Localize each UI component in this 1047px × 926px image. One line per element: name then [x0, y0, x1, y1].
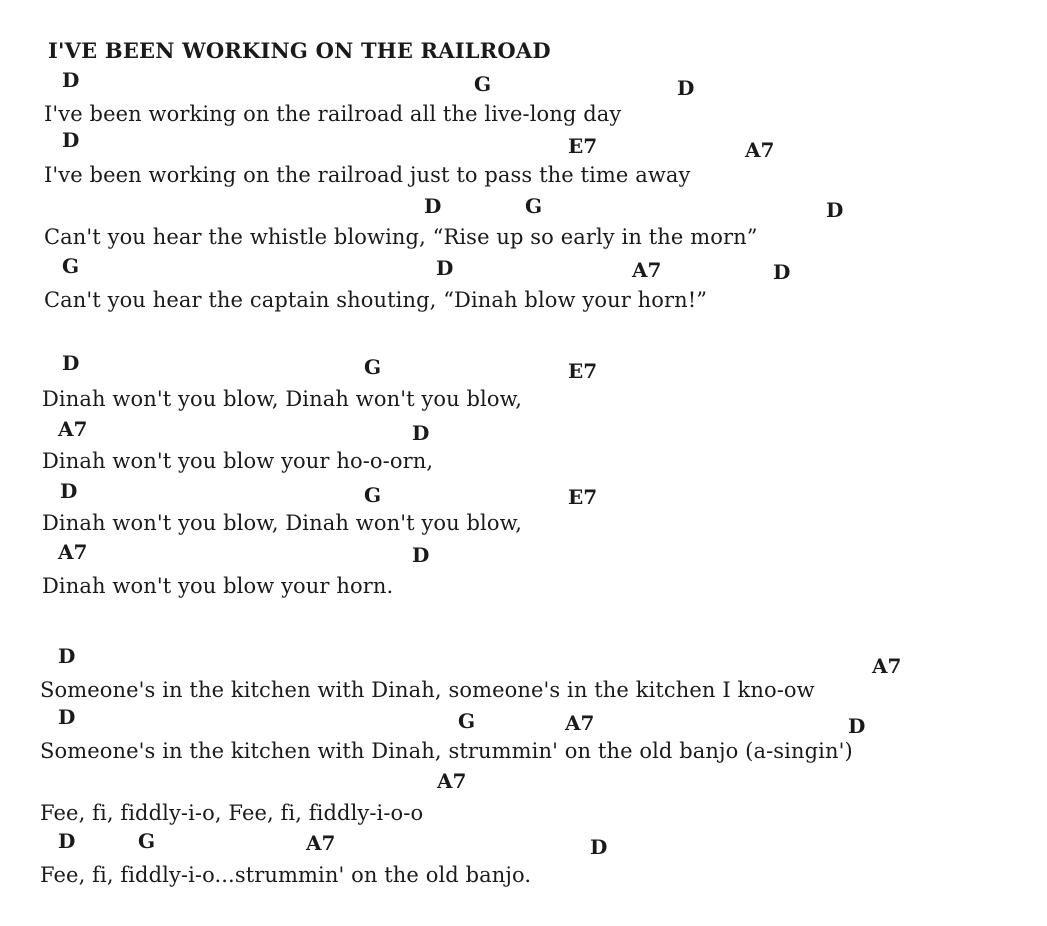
chord: D — [436, 256, 454, 280]
chord: D — [60, 479, 78, 503]
lyric-line: I've been working on the railroad all the live-long day — [44, 102, 622, 126]
chord: D — [62, 68, 80, 92]
chord: D — [58, 644, 76, 668]
chord: G — [364, 355, 382, 379]
chord: D — [58, 705, 76, 729]
chord: D — [826, 198, 844, 222]
lyric-line: Dinah won't you blow your horn. — [42, 574, 394, 598]
chord: E7 — [568, 359, 598, 383]
chord: E7 — [568, 485, 598, 509]
chord: A7 — [632, 258, 662, 282]
song-title: I'VE BEEN WORKING ON THE RAILROAD — [48, 38, 551, 63]
chord: A7 — [745, 138, 775, 162]
chord: D — [590, 835, 608, 859]
chord: D — [424, 194, 442, 218]
lyric-line: I've been working on the railroad just to pass the time away — [44, 163, 691, 187]
lyric-line: Can't you hear the whistle blowing, “Rise up so early in the morn” — [44, 225, 758, 249]
lyric-line: Someone's in the kitchen with Dinah, someone's in the kitchen I kno-ow — [40, 678, 815, 702]
lyric-line: Fee, fi, fiddly-i-o...strummin' on the old banjo. — [40, 863, 532, 887]
chord: G — [62, 254, 80, 278]
chord: G — [364, 483, 382, 507]
chord: A7 — [58, 540, 88, 564]
chord: D — [773, 260, 791, 284]
lyric-line: Someone's in the kitchen with Dinah, strummin' on the old banjo (a-singin') — [40, 739, 853, 763]
lyric-line: Dinah won't you blow, Dinah won't you blow, — [42, 387, 522, 411]
chord: D — [62, 128, 80, 152]
lyric-line: Dinah won't you blow your ho-o-orn, — [42, 449, 434, 473]
chord: D — [412, 543, 430, 567]
lyric-line: Can't you hear the captain shouting, “Dinah blow your horn!” — [44, 288, 708, 312]
chord: D — [677, 76, 695, 100]
chord: A7 — [437, 769, 467, 793]
chord: A7 — [306, 831, 336, 855]
chord: G — [525, 194, 543, 218]
chord: A7 — [565, 711, 595, 735]
chord: G — [474, 72, 492, 96]
chord: D — [848, 714, 866, 738]
lyric-line: Fee, fi, fiddly-i-o, Fee, fi, fiddly-i-o-o — [40, 801, 424, 825]
chord: A7 — [872, 654, 902, 678]
chord: G — [138, 829, 156, 853]
lyric-line: Dinah won't you blow, Dinah won't you blow, — [42, 511, 522, 535]
chord: D — [58, 829, 76, 853]
chord: D — [412, 421, 430, 445]
chord: A7 — [58, 417, 88, 441]
chord: G — [458, 709, 476, 733]
chord: D — [62, 351, 80, 375]
chord: E7 — [568, 134, 598, 158]
